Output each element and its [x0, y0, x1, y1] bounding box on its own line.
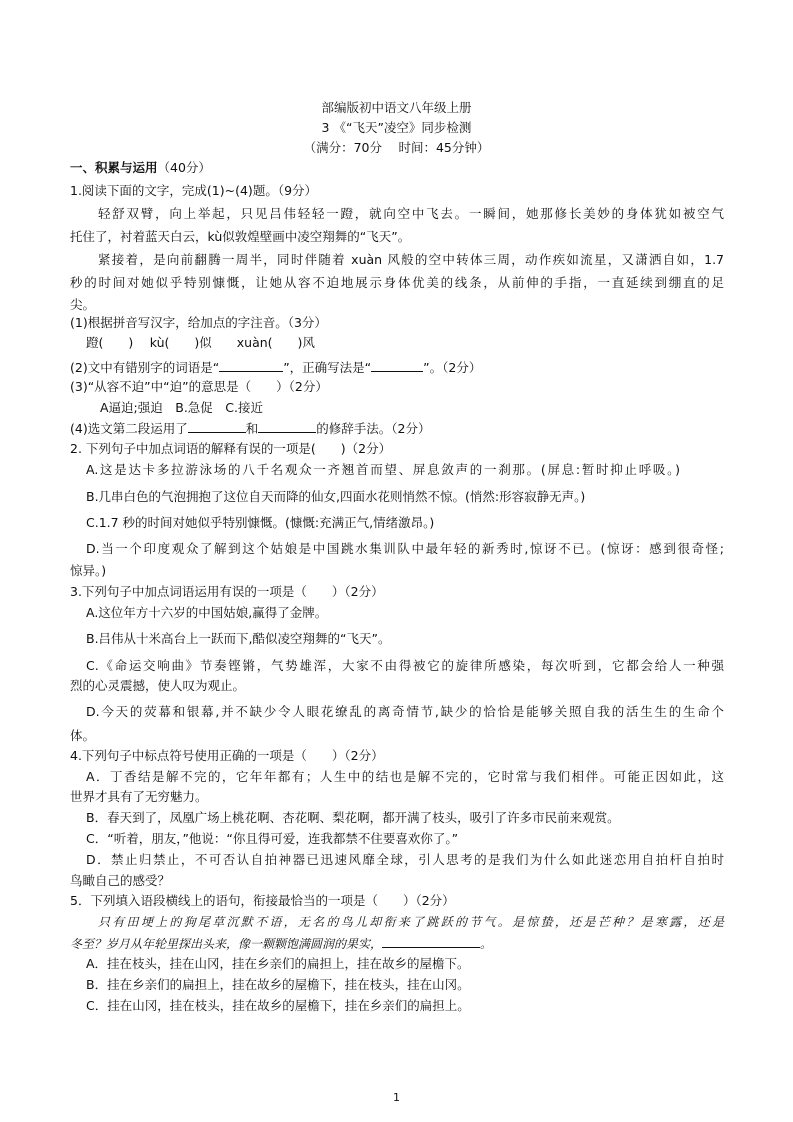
q1-sub3-options: A逼迫;强迫 B.急促 C.接近 — [100, 400, 264, 415]
q1-sub4 — [70, 420, 430, 437]
q1-sub2-text: ”。（2分） — [423, 360, 482, 375]
q3-option-c: C.《命运交响曲》节奏铿锵，气势雄浑，大家不由得被它的旋律所感染，每次听到，它都会给人一种强 — [86, 658, 724, 673]
q3-option-d-cont: 体。 — [70, 728, 96, 743]
q1-sub4-text: (4)选文第二段运用了 — [70, 421, 188, 436]
answer-blank[interactable] — [371, 359, 423, 372]
q3-stem: 3.下列句子中加点词语运用有误的一项是（ ）（2分） — [70, 584, 384, 599]
q1-sub3: (3)“从容不迫”中“迫”的意思是（ ）（2分） — [70, 379, 328, 394]
q3-option-b: B.吕伟从十米高台上一跃而下,酷似凌空翔舞的“飞天”。 — [86, 631, 391, 646]
section-heading-label: 一、积累与运用 — [70, 160, 158, 175]
q1-sub4-text: 的修辞手法。（2分） — [316, 421, 431, 436]
q5-passage-line — [70, 935, 492, 952]
answer-blank[interactable] — [382, 935, 480, 948]
answer-blank[interactable] — [219, 359, 283, 372]
q4-option-d-cont: 鸟瞰自己的感受？ — [70, 873, 171, 888]
q4-stem: 4.下列句子中标点符号使用正确的一项是（ ）（2分） — [70, 748, 384, 763]
q4-option-a-cont: 世界才具有了无穷魅力。 — [70, 789, 208, 804]
page-title: 部编版初中语文八年级上册 — [321, 100, 472, 115]
q1-passage-line: 秒的时间对她似乎特别慷慨，让她从容不迫地展示身体优美的线条，从前伸的手指，一直延续到绷直的足 — [70, 275, 724, 290]
q5-passage-line: 只有田埂上的狗尾草沉默不语，无名的鸟儿却衔来了跳跃的节气。是惊蛰，还是芒种？是寒露，还是 — [98, 915, 724, 929]
q4-option-d: D．禁止归禁止，不可否认自拍神器已迅速风靡全球，引人思考的是我们为什么如此迷恋用自拍杆自拍时 — [86, 852, 724, 867]
q1-passage-line: 紧接着，是向前翻腾一周半，同时伴随着 xuàn 风般的空中转体三周，动作疾如流星，又潇洒自如，1.7 — [98, 252, 724, 267]
q3-option-a: A.这位年方十六岁的中国姑娘,赢得了金牌。 — [86, 605, 328, 620]
page-number: 1 — [393, 1091, 400, 1104]
answer-blank[interactable] — [258, 420, 316, 433]
q5-passage-text: 冬至？岁月从年轮里探出头来，像一颗颗饱满圆润的果实， — [70, 937, 383, 951]
q5-stem: 5．下列填入语段横线上的语句，衔接最恰当的一项是（ ）（2分） — [70, 893, 455, 908]
q1-sub2 — [70, 359, 481, 376]
q1-sub1: (1)根据拼音写汉字，给加点的字注音。（3分） — [70, 315, 327, 330]
section-heading-score: （40分） — [157, 160, 211, 175]
q2-option-d-cont: 惊异。) — [70, 563, 107, 578]
q2-option-a: A.这是达卡多拉游泳场的八千名观众一齐翘首而望、屏息敛声的一刹那。(屏息:暂时抑止呼吸。) — [86, 462, 680, 477]
q1-passage-line: 尖。 — [70, 297, 96, 312]
q2-stem: 2. 下列句子中加点词语的解释有误的一项是( )（2分） — [70, 441, 392, 456]
q1-sub4-text: 和 — [245, 421, 259, 436]
q1-passage-line: 托住了，衬着蓝天白云，kù似敦煌壁画中凌空翔舞的“飞天”。 — [70, 229, 411, 244]
q1-stem: 1.阅读下面的文字，完成(1)~(4)题。（9分） — [70, 183, 318, 198]
q1-passage-line: 轻舒双臂，向上举起，只见吕伟轻轻一蹬，就向空中飞去。一瞬间，她那修长美妙的身体犹如被空气 — [98, 206, 724, 221]
answer-blank[interactable] — [188, 420, 246, 433]
q2-option-c: C.1.7 秒的时间对她似乎特别慷慨。(慷慨:充满正气,情绪激昂。) — [86, 515, 435, 530]
q1-sub2-text: ”，正确写法是“ — [283, 360, 372, 375]
page-subtitle: 3 《“飞天”凌空》同步检测 — [321, 120, 472, 135]
q5-option-c: C．挂在山冈，挂在枝头，挂在故乡的屋檐下，挂在乡亲们的扁担上。 — [86, 998, 470, 1013]
exam-meta: （满分：70分 时间：45分钟） — [303, 140, 490, 155]
q5-option-b: B．挂在乡亲们的扁担上，挂在故乡的屋檐下，挂在枝头，挂在山冈。 — [86, 977, 470, 992]
q5-option-a: A．挂在枝头，挂在山冈，挂在乡亲们的扁担上，挂在故乡的屋檐下。 — [86, 956, 470, 971]
q5-passage-text: 。 — [480, 937, 493, 951]
q3-option-c-cont: 烈的心灵震撼，使人叹为观止。 — [70, 678, 246, 693]
q2-option-b: B.几串白色的气泡拥抱了这位自天而降的仙女,四面水花则悄然不惊。(悄然:形容寂静无声。) — [86, 489, 586, 504]
q4-option-a: A．丁香结是解不完的，它年年都有；人生中的结也是解不完的，它时常与我们相伴。可能正因如此，这 — [86, 769, 724, 784]
q1-sub1-items: 蹬( ) kù( )似 xuàn( )风 — [86, 335, 315, 350]
section-heading — [70, 160, 211, 176]
q1-sub2-text: (2)文中有错别字的词语是“ — [70, 360, 220, 375]
q2-option-d: D.当一个印度观众了解到这个姑娘是中国跳水集训队中最年轻的新秀时,惊讶不已。(惊讶：感到很奇怪; — [86, 541, 724, 556]
q4-option-c: C．“听着，朋友，”他说：“你且得可爱，连我都禁不住要喜欢你了。” — [86, 831, 459, 846]
q4-option-b: B．春天到了，凤凰广场上桃花啊、杏花啊、梨花啊，都开满了枝头，吸引了许多市民前来观赏。 — [86, 810, 620, 825]
q3-option-d: D.今天的荧幕和银幕,并不缺少令人眼花缭乱的离奇情节,缺少的恰恰是能够关照自我的活生生的生命个 — [86, 704, 724, 719]
